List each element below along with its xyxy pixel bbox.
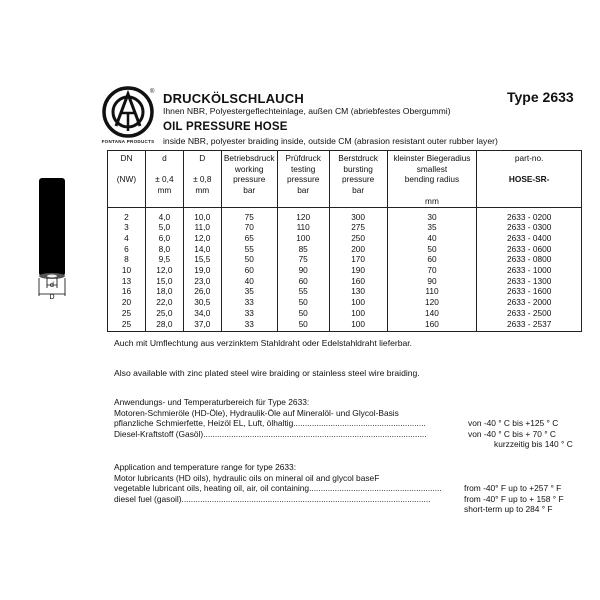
table-cell: 160 — [425, 318, 439, 329]
table-cell: 100 — [351, 318, 366, 329]
range-de-line1: Motoren-Schmieröle (HD-Öle), Hydraulik-Öle auf Mineralöl- und Glycol-Basis — [114, 407, 399, 418]
table-cell: 60 — [244, 265, 254, 276]
table-cell: 110 — [425, 286, 439, 297]
table-header-row — [108, 151, 582, 208]
range-german — [114, 397, 584, 450]
table-cell: 40 — [427, 232, 437, 243]
table-cell: 75 — [298, 254, 308, 265]
table-cell: 2633 - 1300 — [507, 275, 552, 286]
range-en-line1: Motor lubricants (HD oils), hydraulic oils on mineral oil and glycol baseF — [114, 472, 380, 483]
table-cell: 20 — [121, 297, 132, 308]
table-cell: 55 — [244, 243, 254, 254]
table-cell: 2633 - 2500 — [507, 307, 552, 318]
table-cell: 13 — [121, 275, 132, 286]
range-en-line3: diesel fuel (gasoil)........................................................................................................... — [114, 493, 431, 504]
table-cell: 100 — [296, 232, 311, 243]
table-cell: 22,0 — [156, 297, 173, 308]
header-line: testing — [290, 163, 316, 174]
table-cell: 2633 - 0400 — [507, 232, 552, 243]
header-line: mm — [157, 185, 172, 196]
hose-diagram — [35, 178, 69, 302]
table-cell: 23,0 — [194, 275, 211, 286]
header-working-pressure — [221, 151, 277, 208]
table-cell: 300 — [351, 211, 366, 222]
header-bursting-pressure — [329, 151, 387, 208]
table-cell: 6 — [124, 243, 129, 254]
range-de-line2-value: von -40 ° C bis +125 ° C — [468, 418, 559, 429]
registered-mark: ® — [150, 89, 155, 95]
table-cell: 50 — [427, 243, 437, 254]
table-cell: 26,0 — [194, 286, 211, 297]
range-de-line3: Diesel-Kraftstoff (Gasöl)................................................................................................ — [114, 428, 427, 439]
table-cell: 200 — [351, 243, 366, 254]
table-cell: 120 — [425, 297, 439, 308]
table-cell: 50 — [298, 318, 308, 329]
header-line: pressure — [341, 174, 375, 185]
table-cell: 28,0 — [156, 318, 173, 329]
header-line: mm — [195, 185, 210, 196]
header-line — [479, 164, 579, 175]
table-cell: 33 — [244, 318, 254, 329]
table-cell: 120 — [296, 211, 311, 222]
header-dn — [108, 151, 146, 208]
table-cell: 6,0 — [158, 232, 171, 243]
header-line: Berstdruck — [338, 153, 378, 163]
table-cell: 40 — [244, 275, 254, 286]
table-cell: 8 — [124, 254, 129, 265]
header-line: Betriebsdruck — [223, 153, 275, 163]
table-cell: 275 — [351, 222, 366, 233]
range-de-line3-value: von -40 ° C bis + 70 ° C — [468, 428, 556, 439]
range-de-line4-value: kurzzeitig bis 140 ° C — [494, 439, 573, 450]
range-de-heading: Anwendungs- und Temperaturbereich für Type 2633: — [114, 397, 310, 407]
table-cell: 9,5 — [158, 254, 171, 265]
table-cell: 55 — [298, 286, 308, 297]
table-cell: 8,0 — [158, 243, 171, 254]
header-line: (NW) — [116, 174, 137, 185]
range-en-line2-value: from -40° F up to +257 ° F — [464, 483, 562, 494]
header-testing-pressure — [277, 151, 329, 208]
header-line: bursting — [343, 163, 373, 174]
note-english: Also available with zinc plated steel wire braiding or stainless steel wire braiding. — [114, 368, 420, 378]
column-d — [145, 207, 183, 332]
table-cell: 10,0 — [194, 211, 211, 222]
subtitle-english: inside NBR, polyester braiding inside, outside CM (abrasion resistant outer rubber layer) — [163, 136, 498, 146]
table-cell: 2633 - 0800 — [507, 254, 552, 265]
table-cell: 130 — [351, 286, 366, 297]
table-cell: 110 — [296, 222, 310, 233]
type-label: Type 2633 — [507, 89, 574, 105]
table-cell: 16 — [121, 286, 132, 297]
table-cell: 33 — [244, 307, 254, 318]
table-cell: 4 — [124, 232, 129, 243]
header-line: bending radius — [404, 174, 460, 185]
table-cell: 25 — [121, 307, 132, 318]
table-cell: 70 — [244, 222, 254, 233]
table-cell: 60 — [298, 275, 308, 286]
range-en-heading: Application and temperature range for type 2633: — [114, 462, 297, 472]
header-line: part-no. — [514, 153, 544, 163]
header-line: pressure — [287, 174, 320, 185]
title-english: OIL PRESSURE HOSE — [163, 121, 288, 133]
table-cell: 15,5 — [194, 254, 211, 265]
table-cell: 2633 - 0600 — [507, 243, 552, 254]
range-en-line4-value: short-term up to 284 ° F — [464, 504, 553, 515]
table-cell: 3 — [124, 222, 129, 233]
header-line: working — [234, 163, 264, 174]
table-cell: 60 — [427, 254, 437, 265]
header-line — [148, 164, 181, 175]
table-cell: 190 — [351, 265, 366, 276]
table-cell: 34,0 — [194, 307, 211, 318]
column-working-pressure — [221, 207, 277, 332]
table-cell: 50 — [298, 297, 308, 308]
range-de-line2: pflanzliche Schmierfette, Heizöl EL, Luft, ölhaltig......................................................... — [114, 418, 426, 429]
column-part-no — [477, 207, 582, 332]
header-D — [183, 151, 221, 208]
table-cell: 4,0 — [158, 211, 171, 222]
header-line: bar — [352, 185, 365, 196]
column-bending-radius — [387, 207, 477, 332]
table-cell: 70 — [427, 265, 437, 276]
header-line: DN — [120, 153, 133, 163]
table-cell: 19,0 — [194, 265, 211, 276]
table-cell: 90 — [427, 275, 437, 286]
table-cell: 65 — [244, 232, 254, 243]
header-line: HOSE-SR- — [508, 174, 550, 185]
table-cell: 50 — [298, 307, 308, 318]
header-line: Prüfdruck — [285, 153, 321, 163]
table-cell: 2633 - 0300 — [507, 222, 552, 233]
header-line: ± 0,4 — [155, 174, 174, 185]
header-part-no — [477, 151, 582, 208]
subtitle-german: Ihnen NBR, Polyestergeflechteinlage, außen CM (abriebfestes Obergummi) — [163, 106, 451, 116]
table-cell: 15,0 — [156, 275, 173, 286]
note-german: Auch mit Umflechtung aus verzinktem Stahldraht oder Edelstahldraht lieferbar. — [114, 338, 413, 348]
table-cell: 160 — [351, 275, 366, 286]
column-testing-pressure — [277, 207, 329, 332]
table-cell: 5,0 — [158, 222, 171, 233]
header-line: d — [162, 153, 167, 163]
table-cell: 2633 - 1600 — [507, 286, 552, 297]
header-line: smallest — [416, 163, 448, 174]
table-cell: 50 — [244, 254, 254, 265]
table-cell: 35 — [244, 286, 254, 297]
range-en-line2: vegetable lubricant oils, heating oil, air, oil containing......................................................... — [114, 483, 442, 494]
title-german: DRUCKÖLSCHLAUCH — [163, 91, 304, 106]
column-dn — [108, 207, 146, 332]
header-d — [145, 151, 183, 208]
header-line: pressure — [233, 174, 266, 185]
table-cell: 170 — [351, 254, 366, 265]
table-cell: 35 — [427, 222, 437, 233]
table-cell: 2633 - 1000 — [507, 265, 552, 276]
table-cell: 140 — [425, 307, 439, 318]
table-body-row — [108, 207, 582, 332]
header-line: kleinster Biegeradius — [393, 153, 471, 163]
table-cell: 100 — [351, 297, 366, 308]
table-cell: 12,0 — [194, 232, 211, 243]
table-cell: 11,0 — [194, 222, 211, 233]
table-cell: 2633 - 2537 — [507, 318, 552, 329]
table-cell: 30 — [427, 211, 437, 222]
header-line — [186, 164, 219, 175]
table-cell: 37,0 — [194, 318, 211, 329]
table-cell: 2 — [124, 211, 129, 222]
diagram-D-label: D — [49, 294, 55, 301]
table-cell: 25,0 — [156, 307, 173, 318]
spec-table — [107, 150, 582, 332]
header-line: bar — [243, 185, 256, 196]
table-cell: 18,0 — [156, 286, 173, 297]
table-cell: 33 — [244, 297, 254, 308]
header-line: ± 0,8 — [193, 174, 212, 185]
table-cell: 85 — [298, 243, 308, 254]
table-cell: 100 — [351, 307, 366, 318]
table-cell: 12,0 — [156, 265, 173, 276]
header-line: mm — [425, 195, 439, 206]
logo-caption: FONTANA PRODUCTS — [101, 139, 155, 144]
company-logo — [102, 86, 154, 138]
header-line — [110, 164, 143, 175]
table-cell: 30,5 — [194, 297, 211, 308]
table-cell: 25 — [121, 318, 132, 329]
header-bending-radius — [387, 151, 477, 208]
column-bursting-pressure — [329, 207, 387, 332]
diagram-d-label: d — [50, 282, 54, 289]
header-line: D — [199, 153, 206, 163]
table-cell: 75 — [244, 211, 254, 222]
range-en-line3-value: from -40° F up to + 158 ° F — [464, 493, 564, 504]
column-D — [183, 207, 221, 332]
table-cell: 250 — [351, 232, 366, 243]
table-cell: 2633 - 2000 — [507, 297, 552, 308]
range-english — [114, 462, 584, 515]
table-cell: 90 — [298, 265, 308, 276]
header-line: bar — [297, 185, 310, 196]
table-cell: 14,0 — [194, 243, 211, 254]
table-cell: 10 — [121, 265, 132, 276]
table-cell: 2633 - 0200 — [507, 211, 552, 222]
header-line — [390, 185, 475, 196]
